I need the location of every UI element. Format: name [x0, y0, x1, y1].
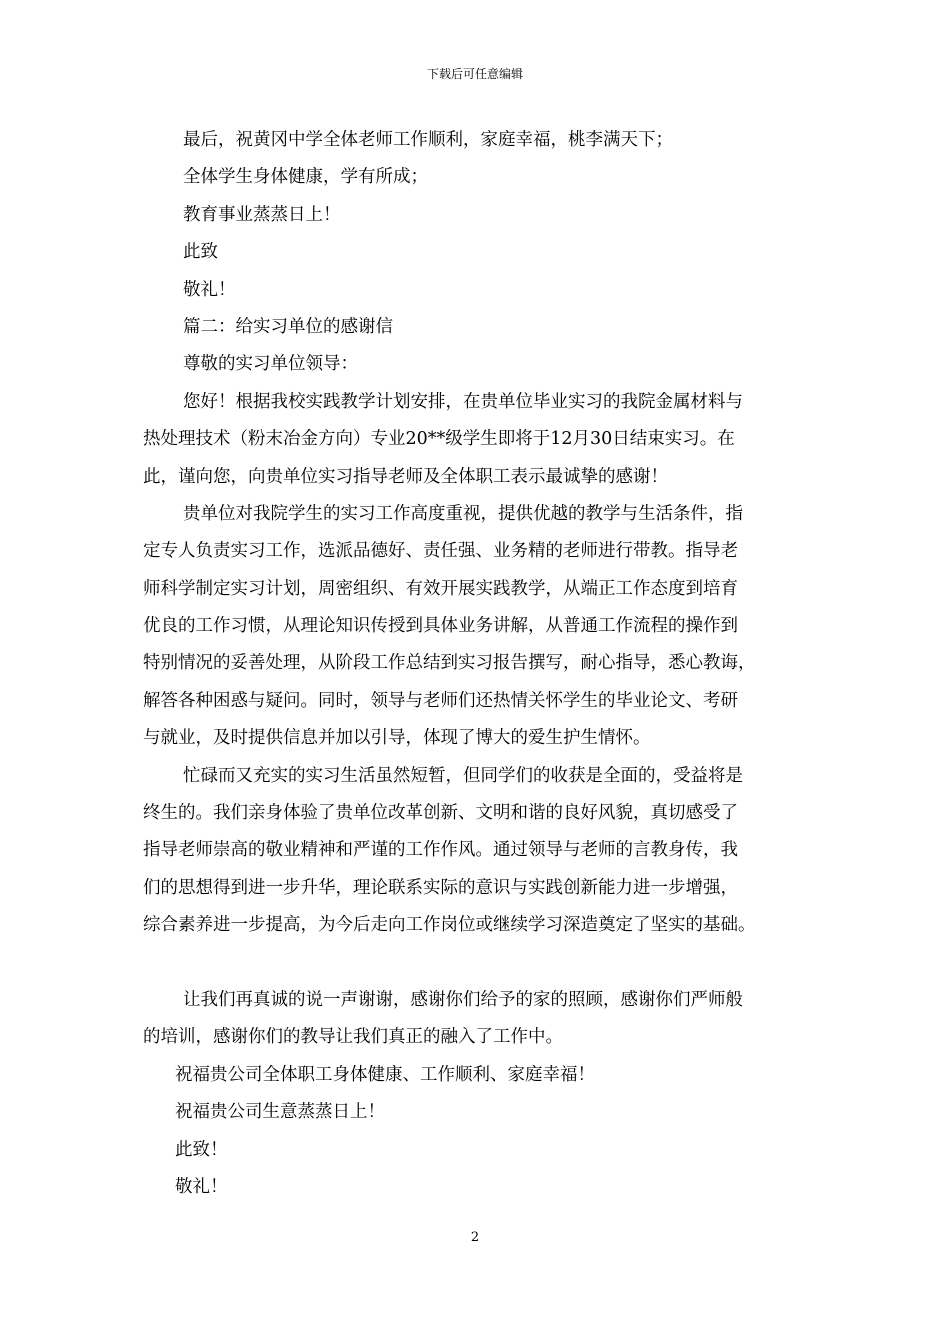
document-body: [143, 122, 817, 1206]
page-header: 下载后可任意编辑: [426, 67, 523, 81]
closing-regards-line: 敬礼！: [175, 1176, 228, 1197]
blank-line: [143, 945, 817, 982]
paragraph-line: 解答各种困惑与疑问。同时，领导与老师们还热情关怀学生的毕业论文、考研: [143, 690, 738, 711]
paragraph-intro: [143, 384, 817, 496]
regards-line: 敬礼！: [183, 279, 236, 300]
paragraph-line: 您好！根据我校实践教学计划安排，在贵单位毕业实习的我院金属材料与: [183, 391, 743, 412]
paragraph-line: 们的思想得到进一步升华，理论联系实际的意识与实践创新能力进一步增强，: [143, 877, 738, 898]
company-wish-line: 祝福贵公司全体职工身体健康、工作顺利、家庭幸福！: [175, 1064, 595, 1085]
greeting-line: 尊敬的实习单位领导：: [183, 354, 358, 375]
paragraph-line: 让我们再真诚的说一声谢谢，感谢你们给予的家的照顾，感谢你们严师般: [183, 989, 743, 1010]
closing-salutation-line: 此致！: [175, 1139, 228, 1160]
section-title: 篇二：给实习单位的感谢信: [183, 316, 393, 337]
paragraph-support: [143, 496, 817, 758]
paragraph-line: 综合素养进一步提高，为今后走向工作岗位或继续学习深造奠定了坚实的基础。: [143, 915, 756, 936]
paragraph-experience: [143, 758, 817, 945]
paragraph-line: 终生的。我们亲身体验了贵单位改革创新、文明和谐的良好风貌，真切感受了: [143, 803, 738, 824]
page-number: 2: [470, 1230, 480, 1245]
paragraph-line: 热处理技术（粉末冶金方向）专业20**级学生即将于12月30日结束实习。在: [143, 429, 735, 450]
paragraph-line: 定专人负责实习工作，选派品德好、责任强、业务精的老师进行带教。指导老: [143, 541, 738, 562]
paragraph-line: 此，谨向您，向贵单位实习指导老师及全体职工表示最诚挚的感谢！: [143, 466, 668, 487]
paragraph-thanks: [143, 982, 817, 1057]
paragraph-line: 贵单位对我院学生的实习工作高度重视，提供优越的教学与生活条件，指: [183, 503, 743, 524]
business-wish-line: 祝福贵公司生意蒸蒸日上！: [175, 1102, 385, 1123]
paragraph-line: 与就业，及时提供信息并加以引导，体现了博大的爱生护生情怀。: [143, 728, 651, 749]
student-wish-line: 全体学生身体健康，学有所成；: [183, 167, 428, 188]
salutation-line: 此致: [183, 242, 218, 263]
paragraph-line: 指导老师崇高的敬业精神和严谨的工作作风。通过领导与老师的言教身传，我: [143, 840, 738, 861]
paragraph-line: 特别情况的妥善处理，从阶段工作总结到实习报告撰写，耐心指导，悉心教诲，: [143, 653, 756, 674]
education-wish-line: 教育事业蒸蒸日上！: [183, 204, 341, 225]
paragraph-line: 师科学制定实习计划，周密组织、有效开展实践教学，从端正工作态度到培育: [143, 578, 738, 599]
paragraph-line: 忙碌而又充实的实习生活虽然短暂，但同学们的收获是全面的，受益将是: [183, 765, 743, 786]
paragraph-line: 的培训，感谢你们的教导让我们真正的融入了工作中。: [143, 1027, 563, 1048]
closing-wish-line: 最后，祝黄冈中学全体老师工作顺利，家庭幸福，桃李满天下；: [183, 130, 673, 150]
paragraph-line: 优良的工作习惯，从理论知识传授到具体业务讲解，从普通工作流程的操作到: [143, 616, 738, 637]
